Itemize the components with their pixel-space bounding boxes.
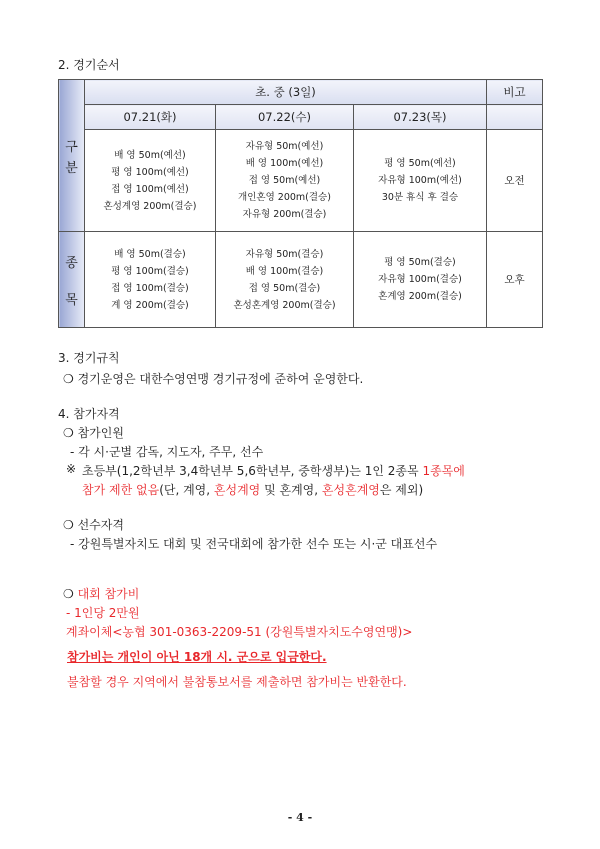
am-day3-cell: 평 영 50m(예선) 자유형 100m(예선) 30분 휴식 후 결승: [354, 130, 487, 232]
section-4-title: 4. 참가자격: [58, 407, 120, 421]
fee-account: 계좌이체<농협 301-0363-2209-51 (강원특별자치도수영연맹)>: [66, 625, 413, 639]
eligibility-item: - 강원특별자치도 대회 및 전국대회에 참가한 선수 또는 시·군 대표선수: [70, 537, 438, 551]
pm-note: 오후: [487, 232, 543, 328]
participants-item: - 각 시·군별 감독, 지도자, 주무, 선수: [70, 445, 264, 459]
date-3: 07.23(목): [354, 105, 487, 130]
sub-participants-title: ❍ 참가인원: [63, 426, 124, 440]
page-number: - 4 -: [287, 811, 313, 824]
date-1: 07.21(화): [85, 105, 216, 130]
am-note: 오전: [487, 130, 543, 232]
pm-day2-cell: 자유형 50m(결승) 배 영 100m(결승) 접 영 50m(결승) 혼성혼계영 200m(결승): [216, 232, 354, 328]
bullet-icon: ❍: [63, 587, 74, 601]
section-3-rule: ❍ 경기운영은 대한수영연맹 경기규정에 준하여 운영한다.: [63, 372, 364, 386]
pm-day3-cell: 평 영 50m(결승) 자유형 100m(결승) 혼계영 200m(결승): [354, 232, 487, 328]
gubun-bottom-cell: 종 목: [59, 232, 85, 328]
bullet-icon: ❍: [63, 518, 74, 532]
fee-amount: - 1인당 2만원: [66, 606, 140, 620]
fee-notice: 참가비는 개인이 아닌 18개 시. 군으로 입금한다.: [67, 650, 327, 664]
note-mark: ※: [66, 462, 77, 476]
sub-eligibility-title: ❍ 선수자격: [63, 518, 124, 532]
pm-day1-cell: 배 영 50m(결승) 평 영 100m(결승) 접 영 100m(결승) 계 영 200m(결승): [85, 232, 216, 328]
note-line-1: 초등부(1,2학년부 3,4학년부 5,6학년부, 중학생부)는 1인 2종목 1종목에: [82, 464, 465, 478]
fee-title: ❍ 대회 참가비: [63, 587, 140, 601]
section-3-title: 3. 경기규칙: [58, 351, 120, 365]
date-2: 07.22(수): [216, 105, 354, 130]
group-header: 초. 중 (3일): [85, 80, 487, 105]
bullet-icon: ❍: [63, 426, 74, 440]
note-line-2: 참가 제한 없음(단, 계영, 혼성계영 및 혼계영, 혼성혼계영은 제외): [82, 483, 424, 497]
bullet-icon: ❍: [63, 372, 74, 386]
note-header: 비고: [487, 80, 543, 105]
schedule-table: [58, 79, 543, 328]
section-2-title: 2. 경기순서: [58, 58, 120, 72]
fee-refund: 불참할 경우 지역에서 불참통보서를 제출하면 참가비는 반환한다.: [67, 675, 407, 689]
note-blank: [487, 105, 543, 130]
am-day2-cell: 자유형 50m(예선) 배 영 100m(예선) 접 영 50m(예선) 개인혼영 200m(결승) 자유형 200m(결승): [216, 130, 354, 232]
am-day1-cell: 배 영 50m(예선) 평 영 100m(예선) 접 영 100m(예선) 혼성계영 200m(결승): [85, 130, 216, 232]
gubun-top-cell: 구 분: [59, 80, 85, 232]
